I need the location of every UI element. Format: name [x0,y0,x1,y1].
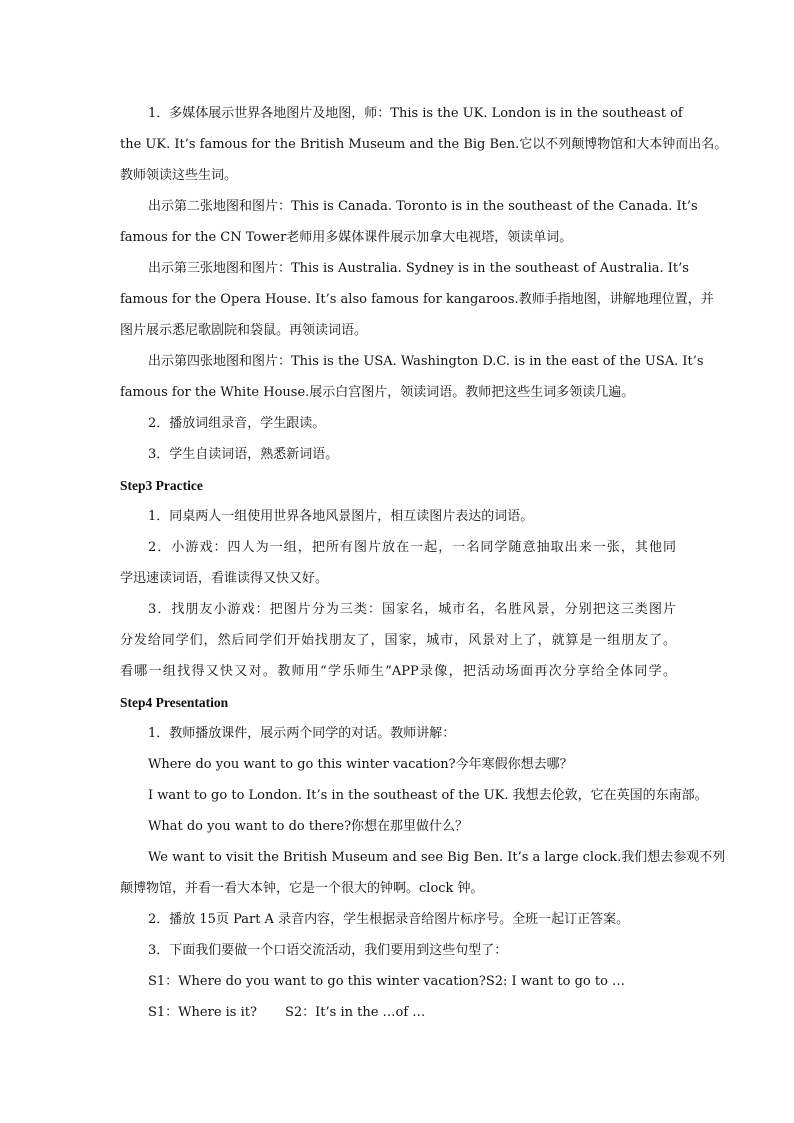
dialogue-line-3: What do you want to do there?你想在那里做什么？ [148,819,469,834]
sentence-pattern-1: S1：Where do you want to go this winter vacation?S2: I want to go to … [148,974,626,989]
para4-line1: 出示第四张地图和图片：This is the USA. Washington D.C. is in the east of the USA. It’s [148,354,704,369]
para2-line1: 出示第二张地图和图片：This is Canada. Toronto is in the southeast of the Canada. It’s [148,199,698,214]
para4-line2: famous for the White House.展示白宫图片，领读词语。教师把这些生词多领读几遍。 [120,385,635,400]
document-body [120,98,728,1028]
para1-line2: the UK. It’s famous for the British Museum and the Big Ben.它以不列颠博物馆和大本钟而出名。 [120,137,728,152]
step4-item-1: 1．教师播放课件，展示两个同学的对话。教师讲解： [148,726,456,741]
sentence-pattern-2b: S2：It’s in the …of … [284,1005,426,1020]
dialogue-line-2: I want to go to London. It’s in the southeast of the UK. 我想去伦敦，它在英国的东南部。 [148,788,708,803]
step4-item-2: 2．播放 15页 Part A 录音内容，学生根据录音给图片标序号。全班一起订正答案。 [148,912,630,927]
step3-heading: Step3 Practice [120,478,203,493]
dialogue-line-4a: We want to visit the British Museum and see Big Ben. It’s a large clock.我们想去参观不列 [148,850,726,865]
sentence-pattern-2 [120,997,676,1028]
list-item-2: 2．播放词组录音，学生跟读。 [148,416,326,431]
step4-item-3: 3．下面我们要做一个口语交流活动，我们要用到这些句型了： [148,943,508,958]
step3-item-2-line2: 学迅速读词语，看谁读得又快又好。 [120,571,329,586]
para1-line1: 1．多媒体展示世界各地图片及地图，师：This is the UK. London is in the southeast of [148,106,683,121]
para1-line3: 教师领读这些生词。 [120,168,238,183]
dialogue-line-1: Where do you want to go this winter vacation?今年寒假你想去哪？ [148,757,573,772]
step3-item-1: 1．同桌两人一组使用世界各地风景图片，相互读图片表达的词语。 [148,509,534,524]
para2-line2: famous for the CN Tower老师用多媒体课件展示加拿大电视塔，领读单词。 [120,230,573,245]
step3-item-3-line2: 分发给同学们，然后同学们开始找朋友了，国家，城市，风景对上了，就算是一组朋友了。 [120,633,676,648]
step3-item-2-line1: 2．小游戏：四人为一组，把所有图片放在一起，一名同学随意抽取出来一张，其他同 [148,540,676,555]
para3-line1: 出示第三张地图和图片：This is Australia. Sydney is in the southeast of Australia. It’s [148,261,689,276]
list-item-3: 3．学生自读词语，熟悉新词语。 [148,447,339,462]
para3-line3: 图片展示悉尼歌剧院和袋鼠。再领读词语。 [120,323,368,338]
step4-heading: Step4 Presentation [120,695,229,710]
step3-item-3-line1: 3．找朋友小游戏：把图片分为三类：国家名，城市名，名胜风景，分别把这三类图片 [148,602,676,617]
sentence-pattern-2a: S1：Where is it? [148,1005,257,1020]
dialogue-line-4b: 颠博物馆，并看一看大本钟，它是一个很大的钟啊。clock 钟。 [120,881,484,896]
para3-line2: famous for the Opera House. It’s also famous for kangaroos.教师手指地图，讲解地理位置，并 [120,292,714,307]
step3-item-3-line3: 看哪一组找得又快又对。教师用“学乐师生”APP录像，把活动场面再次分享给全体同学。 [120,664,676,679]
